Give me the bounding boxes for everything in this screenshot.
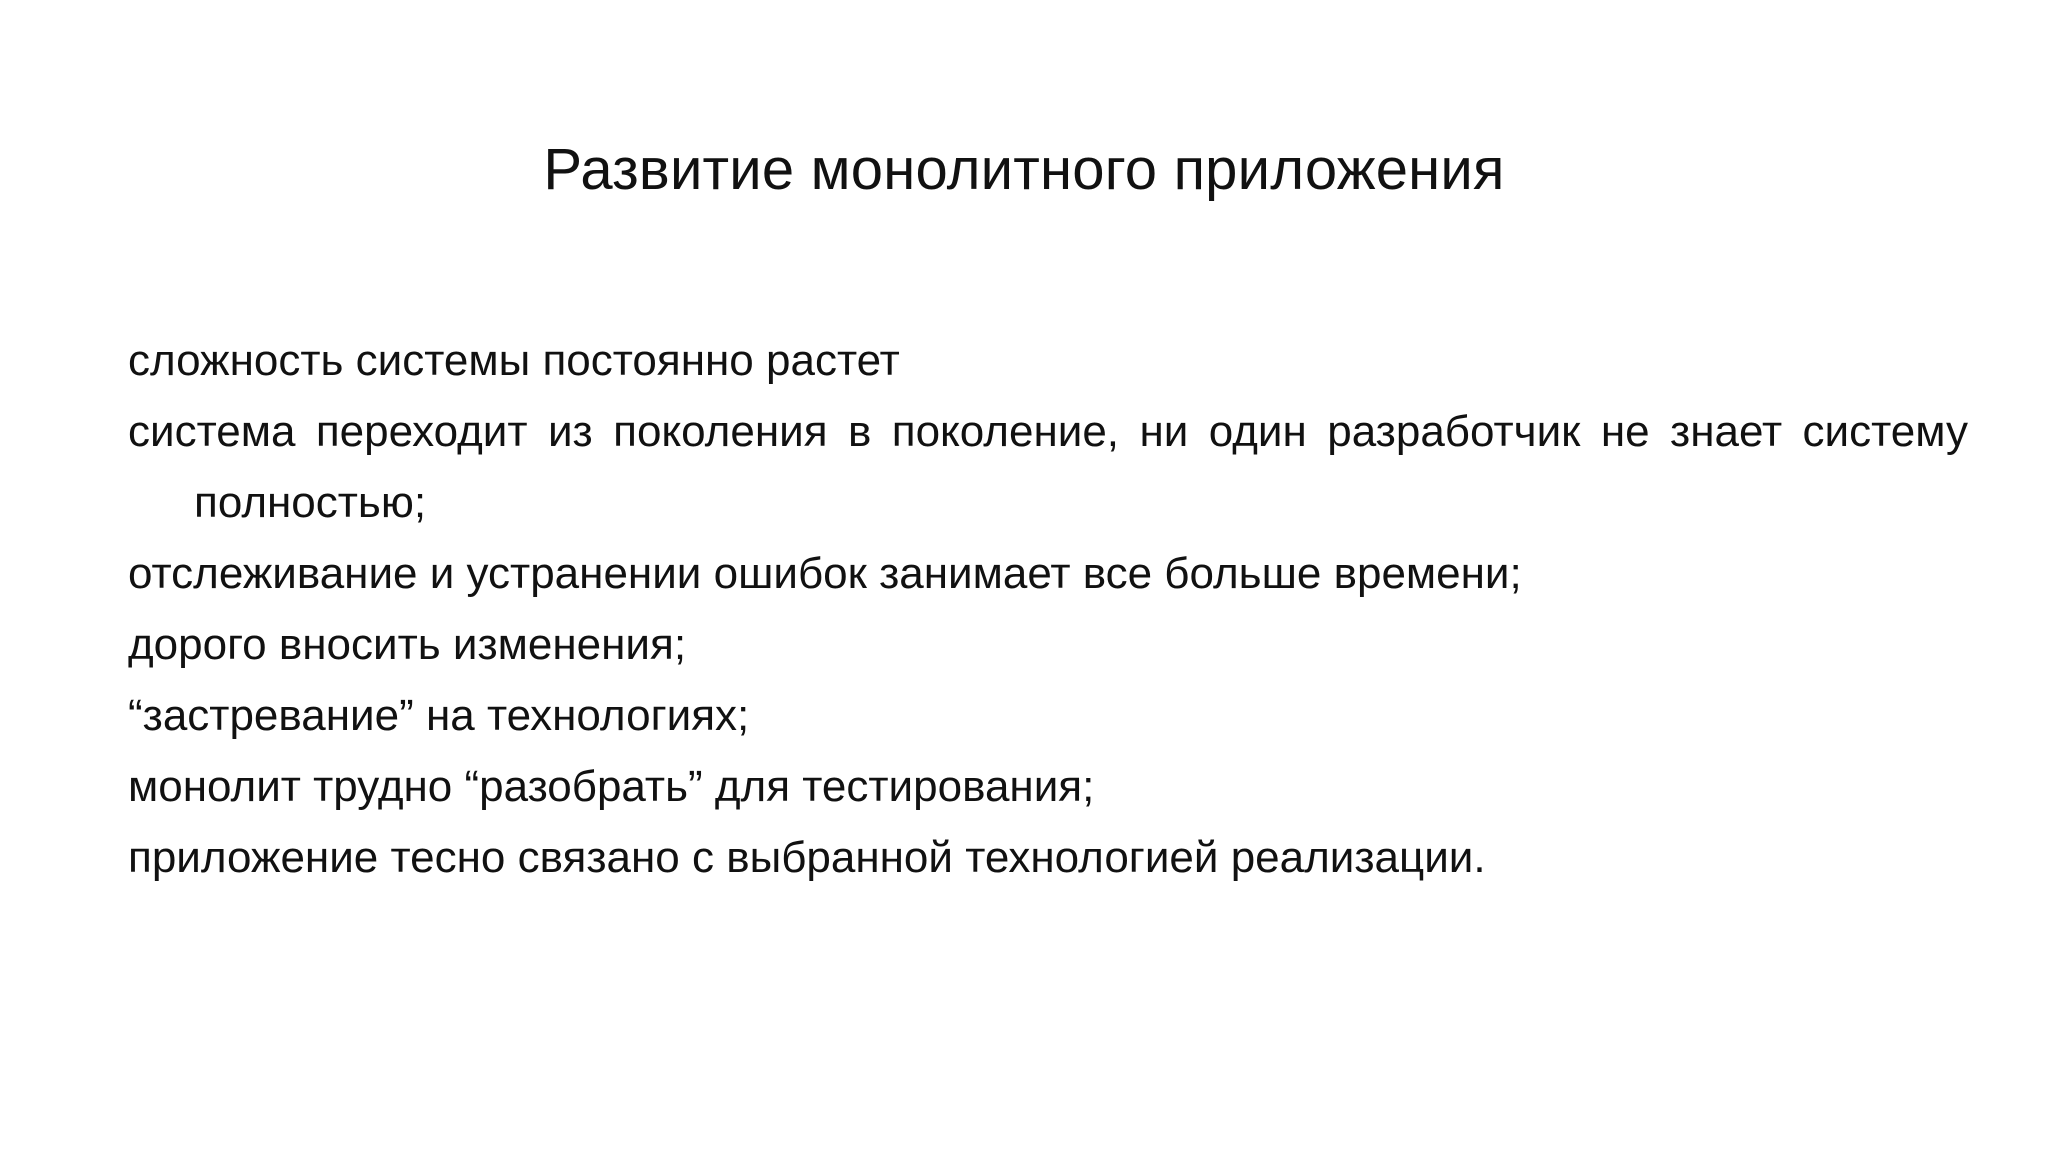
list-item: отслеживание и устранении ошибок занимает все больше времени; <box>128 549 1522 598</box>
bullet-list <box>128 325 1968 893</box>
list-item: сложность системы постоянно растет <box>128 336 900 385</box>
list-item: приложение тесно связано с выбранной технологией реализации. <box>128 833 1486 882</box>
slide-title: Развитие монолитного приложения <box>543 137 1505 202</box>
list-item: монолит трудно “разобрать” для тестирования; <box>128 762 1095 811</box>
list-item: система переходит из поколения в поколение, ни один разработчик не знает систему полностью; <box>128 407 1968 527</box>
list-item: дорого вносить изменения; <box>128 620 687 669</box>
list-item: “застревание” на технологиях; <box>128 691 750 740</box>
